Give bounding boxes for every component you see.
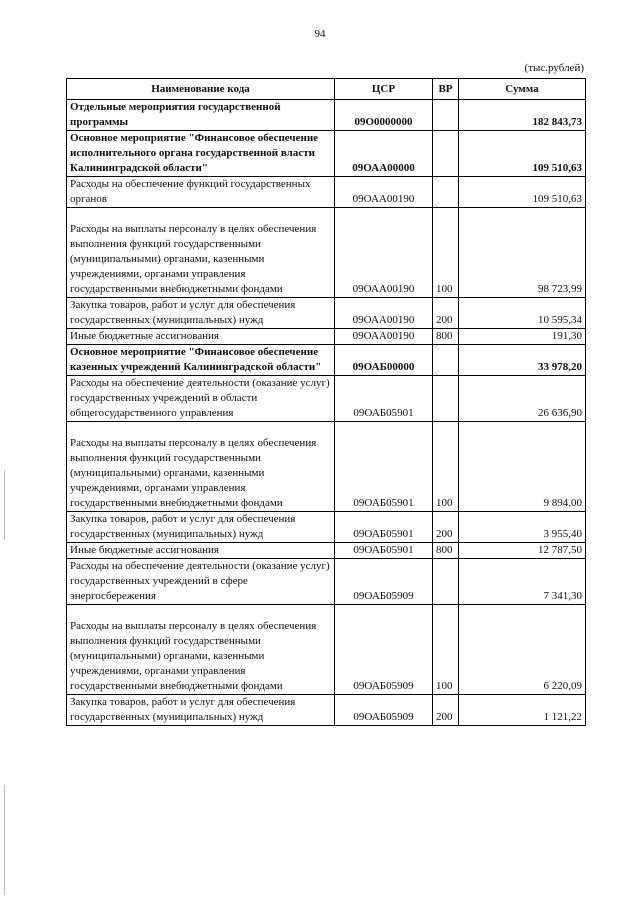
table-row xyxy=(67,345,586,376)
row-csr: 09ОАБ05901 xyxy=(335,422,433,512)
row-sum: 109 510,63 xyxy=(459,131,586,177)
row-vr: 200 xyxy=(433,512,459,543)
row-sum: 7 341,30 xyxy=(459,559,586,605)
row-sum: 3 955,40 xyxy=(459,512,586,543)
row-name: Расходы на обеспечение функций государственных органов xyxy=(67,177,335,208)
table-row xyxy=(67,131,586,177)
row-csr: 09ОАА00000 xyxy=(335,131,433,177)
row-vr: 100 xyxy=(433,422,459,512)
row-sum: 191,30 xyxy=(459,329,586,345)
row-vr xyxy=(433,177,459,208)
row-name: Основное мероприятие "Финансовое обеспечение казенных учреждений Калининградской области" xyxy=(67,345,335,376)
row-sum: 109 510,63 xyxy=(459,177,586,208)
header-vr: ВР xyxy=(433,79,459,100)
row-name: Закупка товаров, работ и услуг для обеспечения государственных (муниципальных) нужд xyxy=(67,695,335,726)
row-name: Основное мероприятие "Финансовое обеспечение исполнительного органа государственной власти Калининградской области" xyxy=(67,131,335,177)
units-label: (тыс.рублей) xyxy=(524,62,584,74)
row-sum: 1 121,22 xyxy=(459,695,586,726)
row-csr: 09ОАБ05901 xyxy=(335,543,433,559)
row-vr: 200 xyxy=(433,298,459,329)
table-body xyxy=(67,100,586,726)
table-row xyxy=(67,543,586,559)
row-name: Иные бюджетные ассигнования xyxy=(67,543,335,559)
row-csr: 09ОАБ05901 xyxy=(335,376,433,422)
row-name: Расходы на обеспечение деятельности (оказание услуг) государственных учреждений в области общегосударственного управления xyxy=(67,376,335,422)
scan-edge-mark xyxy=(4,470,5,540)
table-row xyxy=(67,512,586,543)
row-vr xyxy=(433,376,459,422)
scan-edge-mark xyxy=(4,785,5,895)
row-sum: 9 894,00 xyxy=(459,422,586,512)
header-csr: ЦСР xyxy=(335,79,433,100)
table-row xyxy=(67,177,586,208)
row-csr: 09ОАА00190 xyxy=(335,208,433,298)
row-sum: 33 978,20 xyxy=(459,345,586,376)
row-vr: 200 xyxy=(433,695,459,726)
row-name: Иные бюджетные ассигнования xyxy=(67,329,335,345)
row-name: Расходы на обеспечение деятельности (оказание услуг) государственных учреждений в сфере энергосбережения xyxy=(67,559,335,605)
row-sum: 6 220,09 xyxy=(459,605,586,695)
row-name: Закупка товаров, работ и услуг для обеспечения государственных (муниципальных) нужд xyxy=(67,512,335,543)
row-csr: 09ОАБ05909 xyxy=(335,559,433,605)
row-name: Отдельные мероприятия государственной программы xyxy=(67,100,335,131)
row-vr xyxy=(433,100,459,131)
table-row xyxy=(67,298,586,329)
row-csr: 09ОАА00190 xyxy=(335,298,433,329)
table-row xyxy=(67,605,586,695)
row-csr: 09ОАБ05901 xyxy=(335,512,433,543)
row-name: Расходы на выплаты персоналу в целях обеспечения выполнения функций государственными (муниципальными) органами, казенными учреждениями, органами управления государственными внебюджетными фондами xyxy=(67,422,335,512)
row-sum: 12 787,50 xyxy=(459,543,586,559)
table-row xyxy=(67,695,586,726)
page-number: 94 xyxy=(314,28,326,40)
budget-table xyxy=(66,78,586,726)
table-row xyxy=(67,376,586,422)
table-row xyxy=(67,559,586,605)
row-vr: 100 xyxy=(433,208,459,298)
row-csr: 09ОАА00190 xyxy=(335,329,433,345)
row-sum: 10 595,34 xyxy=(459,298,586,329)
row-name: Расходы на выплаты персоналу в целях обеспечения выполнения функций государственными (муниципальными) органами, казенными учреждениями, органами управления государственными внебюджетными фондами xyxy=(67,208,335,298)
row-vr: 800 xyxy=(433,329,459,345)
row-sum: 182 843,73 xyxy=(459,100,586,131)
row-csr: 09ОАБ05909 xyxy=(335,605,433,695)
row-vr: 800 xyxy=(433,543,459,559)
row-csr: 09О0000000 xyxy=(335,100,433,131)
table-row xyxy=(67,100,586,131)
row-vr xyxy=(433,559,459,605)
table-row xyxy=(67,329,586,345)
row-csr: 09ОАБ00000 xyxy=(335,345,433,376)
row-vr xyxy=(433,131,459,177)
row-vr: 100 xyxy=(433,605,459,695)
row-sum: 98 723,99 xyxy=(459,208,586,298)
table-row xyxy=(67,208,586,298)
row-sum: 26 636,90 xyxy=(459,376,586,422)
table-header-row xyxy=(67,79,586,100)
row-vr xyxy=(433,345,459,376)
row-csr: 09ОАБ05909 xyxy=(335,695,433,726)
row-name: Расходы на выплаты персоналу в целях обеспечения выполнения функций государственными (муниципальными) органами, казенными учреждениями, органами управления государственными внебюджетными фондами xyxy=(67,605,335,695)
row-csr: 09ОАА00190 xyxy=(335,177,433,208)
row-name: Закупка товаров, работ и услуг для обеспечения государственных (муниципальных) нужд xyxy=(67,298,335,329)
header-sum: Сумма xyxy=(459,79,586,100)
header-name: Наименование кода xyxy=(67,79,335,100)
table-row xyxy=(67,422,586,512)
